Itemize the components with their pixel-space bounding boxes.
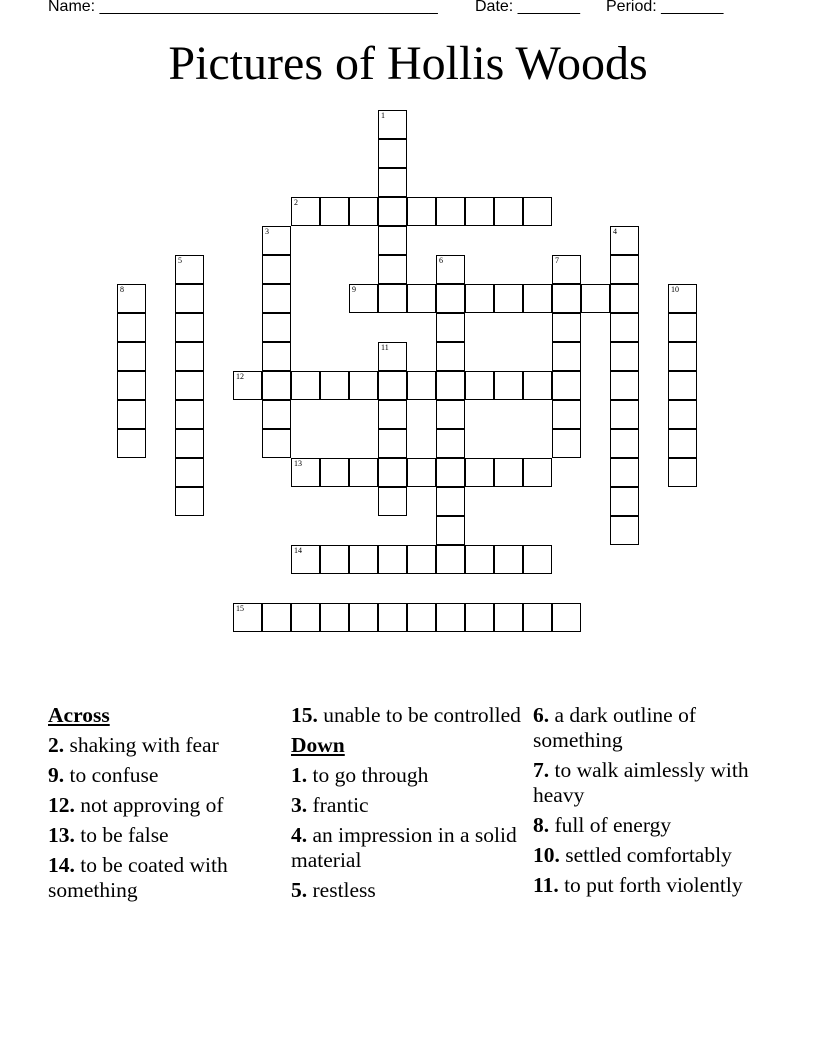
- clue-across-2: 2. shaking with fear: [48, 733, 219, 757]
- grid-cell[interactable]: [436, 458, 465, 487]
- grid-cell[interactable]: [436, 516, 465, 545]
- grid-cell[interactable]: [117, 400, 146, 429]
- grid-cell[interactable]: [610, 371, 639, 400]
- clue-down-7: 7. to walk aimlessly with heavy: [533, 758, 749, 807]
- grid-cell[interactable]: [523, 545, 552, 574]
- grid-cell[interactable]: [378, 545, 407, 574]
- clue-down-1: 1. to go through: [291, 763, 429, 787]
- grid-cell[interactable]: [465, 371, 494, 400]
- grid-cell[interactable]: [378, 371, 407, 400]
- grid-cell[interactable]: [494, 284, 523, 313]
- clue-number: 9: [352, 285, 356, 294]
- grid-cell[interactable]: [262, 226, 291, 255]
- grid-cell[interactable]: [436, 284, 465, 313]
- clue-number: 5: [178, 256, 182, 265]
- grid-cell[interactable]: [175, 284, 204, 313]
- grid-cell[interactable]: [262, 342, 291, 371]
- grid-cell[interactable]: [175, 400, 204, 429]
- date-field[interactable]: Date: _______: [475, 0, 580, 15]
- grid-cell[interactable]: [175, 342, 204, 371]
- clue-number: 2: [294, 198, 298, 207]
- grid-cell[interactable]: [175, 429, 204, 458]
- grid-cell[interactable]: [668, 400, 697, 429]
- grid-cell[interactable]: [233, 603, 262, 632]
- student-info-header: [0, 0, 816, 20]
- grid-cell[interactable]: [436, 255, 465, 284]
- grid-cell[interactable]: [320, 197, 349, 226]
- clue-down-3: 3. frantic: [291, 793, 369, 817]
- clue-down-4: 4. an impression in a solid material: [291, 823, 517, 872]
- grid-cell[interactable]: [175, 371, 204, 400]
- grid-cell[interactable]: [407, 458, 436, 487]
- grid-cell[interactable]: [407, 603, 436, 632]
- grid-cell[interactable]: [291, 197, 320, 226]
- grid-cell[interactable]: [378, 400, 407, 429]
- clue-number: 10: [671, 285, 679, 294]
- grid-cell[interactable]: [262, 429, 291, 458]
- grid-cell[interactable]: [349, 458, 378, 487]
- grid-cell[interactable]: [407, 197, 436, 226]
- grid-cell[interactable]: [117, 371, 146, 400]
- grid-cell[interactable]: [523, 371, 552, 400]
- grid-cell[interactable]: [552, 371, 581, 400]
- grid-cell[interactable]: [320, 458, 349, 487]
- grid-cell[interactable]: [175, 458, 204, 487]
- grid-cell[interactable]: [175, 255, 204, 284]
- grid-cell[interactable]: [378, 429, 407, 458]
- grid-cell[interactable]: [668, 458, 697, 487]
- grid-cell[interactable]: [494, 545, 523, 574]
- grid-cell[interactable]: [378, 342, 407, 371]
- grid-cell[interactable]: [349, 371, 378, 400]
- grid-cell[interactable]: [552, 313, 581, 342]
- grid-cell[interactable]: [117, 284, 146, 313]
- grid-cell[interactable]: [610, 255, 639, 284]
- grid-cell[interactable]: [494, 458, 523, 487]
- grid-cell[interactable]: [552, 400, 581, 429]
- grid-cell[interactable]: [523, 197, 552, 226]
- clue-number: 11: [381, 343, 389, 352]
- grid-cell[interactable]: [262, 313, 291, 342]
- grid-cell[interactable]: [407, 545, 436, 574]
- clue-down-5: 5. restless: [291, 878, 376, 902]
- clue-across-15: 15. unable to be controlled: [291, 703, 521, 727]
- grid-cell[interactable]: [436, 429, 465, 458]
- grid-cell[interactable]: [349, 197, 378, 226]
- grid-cell[interactable]: [117, 342, 146, 371]
- clue-across-14: 14. to be coated with something: [48, 853, 228, 902]
- grid-cell[interactable]: [262, 255, 291, 284]
- grid-cell[interactable]: [552, 603, 581, 632]
- grid-cell[interactable]: [494, 371, 523, 400]
- grid-cell[interactable]: [320, 603, 349, 632]
- clue-number: 4: [613, 227, 617, 236]
- grid-cell[interactable]: [175, 313, 204, 342]
- grid-cell[interactable]: [436, 313, 465, 342]
- grid-cell[interactable]: [117, 429, 146, 458]
- grid-cell[interactable]: [175, 487, 204, 516]
- grid-cell[interactable]: [407, 371, 436, 400]
- grid-cell[interactable]: [320, 371, 349, 400]
- grid-cell[interactable]: [610, 487, 639, 516]
- grid-cell[interactable]: [610, 458, 639, 487]
- grid-cell[interactable]: [291, 603, 320, 632]
- grid-cell[interactable]: [610, 516, 639, 545]
- clue-number: 6: [439, 256, 443, 265]
- clue-column-1: [48, 703, 283, 908]
- grid-cell[interactable]: [378, 168, 407, 197]
- grid-cell[interactable]: [610, 429, 639, 458]
- grid-cell[interactable]: [320, 545, 349, 574]
- grid-cell[interactable]: [291, 545, 320, 574]
- clue-down-11: 11. to put forth violently: [533, 873, 743, 897]
- grid-cell[interactable]: [262, 284, 291, 313]
- grid-cell[interactable]: [465, 284, 494, 313]
- clue-across-12: 12. not approving of: [48, 793, 224, 817]
- clue-number: 15: [236, 604, 244, 613]
- grid-cell[interactable]: [494, 197, 523, 226]
- down-heading: Down: [291, 733, 345, 757]
- grid-cell[interactable]: [668, 313, 697, 342]
- across-heading: Across: [48, 703, 110, 727]
- grid-cell[interactable]: [610, 284, 639, 313]
- grid-cell[interactable]: [552, 284, 581, 313]
- clue-column-3: [533, 703, 773, 903]
- grid-cell[interactable]: [465, 603, 494, 632]
- grid-cell[interactable]: [378, 110, 407, 139]
- grid-cell[interactable]: [349, 284, 378, 313]
- clue-number: 12: [236, 372, 244, 381]
- clue-number: 14: [294, 546, 302, 555]
- grid-cell[interactable]: [291, 371, 320, 400]
- clue-down-8: 8. full of energy: [533, 813, 672, 837]
- grid-cell[interactable]: [262, 400, 291, 429]
- grid-cell[interactable]: [378, 487, 407, 516]
- grid-cell[interactable]: [117, 313, 146, 342]
- grid-cell[interactable]: [668, 342, 697, 371]
- grid-cell[interactable]: [610, 226, 639, 255]
- grid-cell[interactable]: [233, 371, 262, 400]
- grid-cell[interactable]: [262, 371, 291, 400]
- grid-cell[interactable]: [436, 342, 465, 371]
- grid-cell[interactable]: [378, 255, 407, 284]
- grid-cell[interactable]: [262, 603, 291, 632]
- grid-cell[interactable]: [610, 400, 639, 429]
- grid-cell[interactable]: [668, 284, 697, 313]
- grid-cell[interactable]: [349, 603, 378, 632]
- grid-cell[interactable]: [465, 197, 494, 226]
- grid-cell[interactable]: [668, 429, 697, 458]
- clue-number: 1: [381, 111, 385, 120]
- grid-cell[interactable]: [349, 545, 378, 574]
- grid-cell[interactable]: [465, 458, 494, 487]
- grid-cell[interactable]: [436, 603, 465, 632]
- period-field[interactable]: Period: _______: [606, 0, 724, 15]
- grid-cell[interactable]: [378, 226, 407, 255]
- grid-cell[interactable]: [378, 139, 407, 168]
- grid-cell[interactable]: [465, 545, 494, 574]
- grid-cell[interactable]: [494, 603, 523, 632]
- grid-cell[interactable]: [610, 313, 639, 342]
- grid-cell[interactable]: [436, 197, 465, 226]
- grid-cell[interactable]: [291, 458, 320, 487]
- clue-number: 3: [265, 227, 269, 236]
- grid-cell[interactable]: [581, 284, 610, 313]
- clue-down-10: 10. settled comfortably: [533, 843, 732, 867]
- grid-cell[interactable]: [436, 371, 465, 400]
- grid-cell[interactable]: [552, 429, 581, 458]
- grid-cell[interactable]: [378, 603, 407, 632]
- grid-cell[interactable]: [378, 197, 407, 226]
- clue-across-13: 13. to be false: [48, 823, 169, 847]
- name-field[interactable]: Name: ______________________________________: [48, 0, 438, 15]
- grid-cell[interactable]: [552, 255, 581, 284]
- grid-cell[interactable]: [523, 603, 552, 632]
- clue-column-2: [291, 703, 526, 908]
- clue-number: 8: [120, 285, 124, 294]
- grid-cell[interactable]: [523, 284, 552, 313]
- grid-cell[interactable]: [668, 371, 697, 400]
- clue-across-9: 9. to confuse: [48, 763, 159, 787]
- grid-cell[interactable]: [436, 400, 465, 429]
- clue-down-6: 6. a dark outline of something: [533, 703, 696, 752]
- grid-cell[interactable]: [378, 284, 407, 313]
- grid-cell[interactable]: [436, 487, 465, 516]
- grid-cell[interactable]: [610, 342, 639, 371]
- grid-cell[interactable]: [436, 545, 465, 574]
- grid-cell[interactable]: [552, 342, 581, 371]
- clue-number: 13: [294, 459, 302, 468]
- puzzle-title: Pictures of Hollis Woods: [168, 37, 648, 90]
- grid-cell[interactable]: [407, 284, 436, 313]
- grid-cell[interactable]: [523, 458, 552, 487]
- grid-cell[interactable]: [378, 458, 407, 487]
- clue-number: 7: [555, 256, 559, 265]
